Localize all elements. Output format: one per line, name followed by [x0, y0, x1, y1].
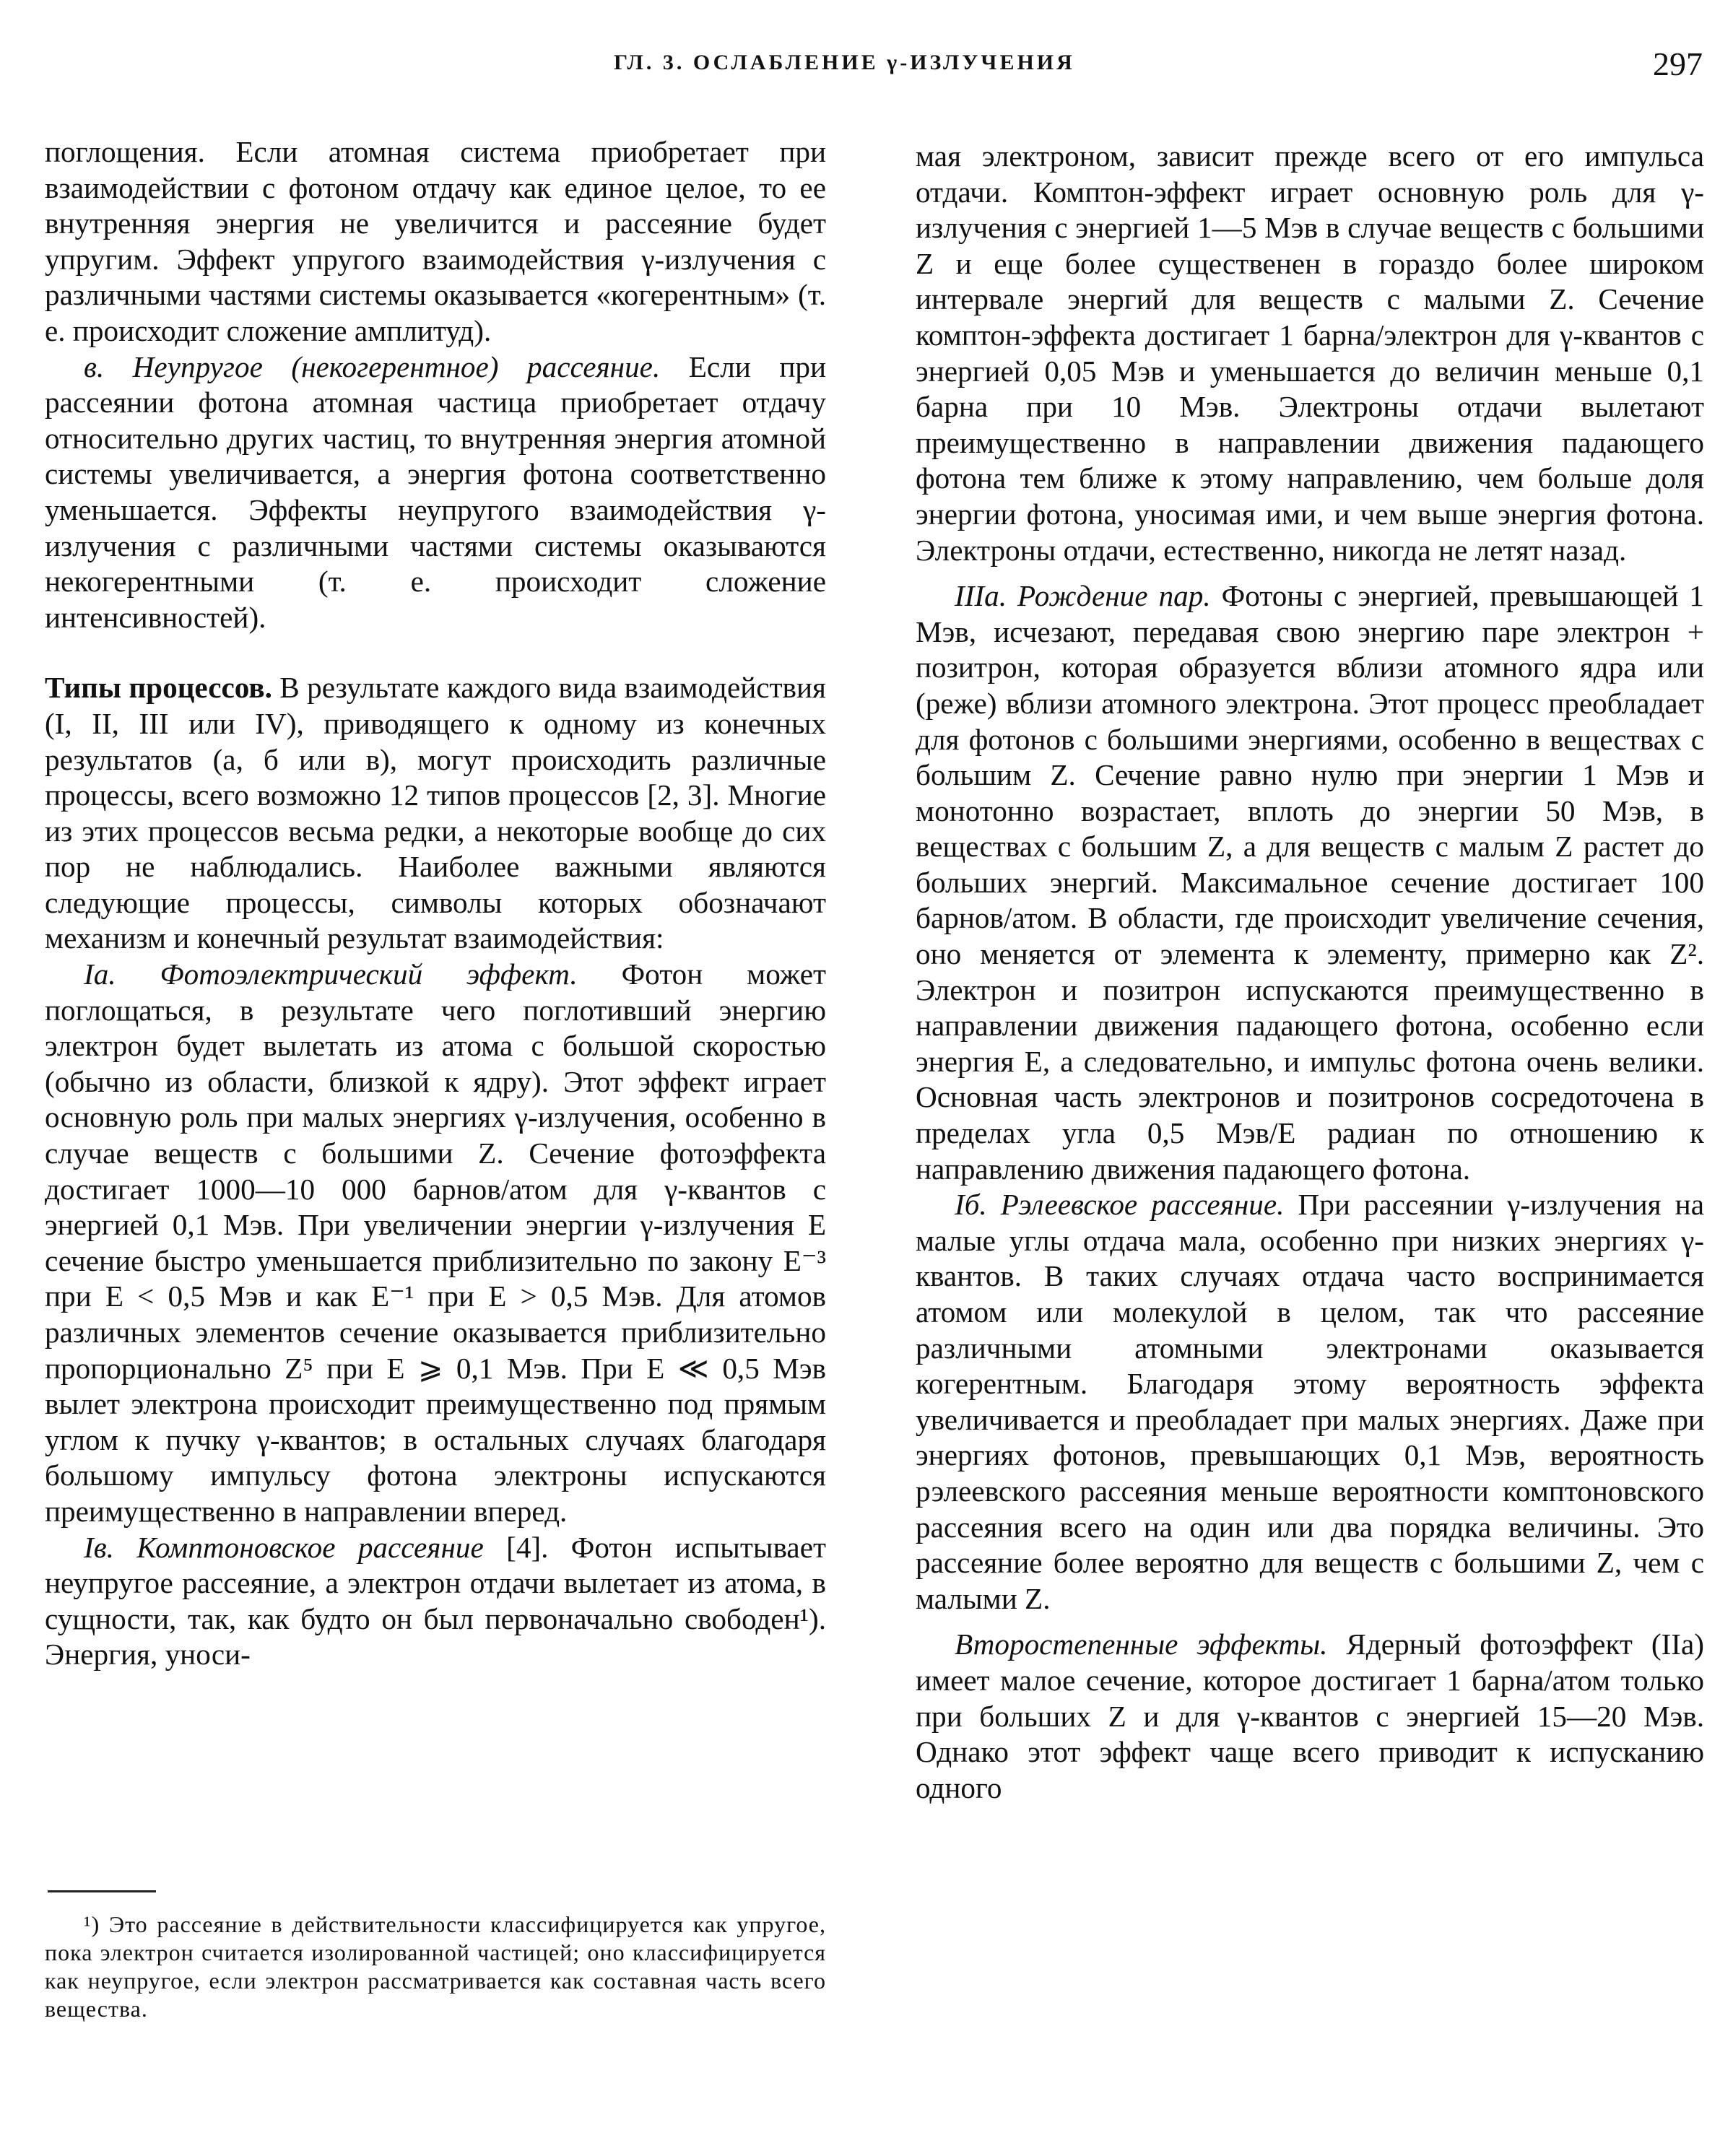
paragraph-secondary-effects — [916, 1627, 1704, 1806]
pair-production-body: Фотоны с энергией, превышающей 1 Мэв, исчезают, передавая свою энергию паре электрон + позитрон, которая образуется вблизи атомного ядра или (реже) вблизи атомного электрона. Этот процесс преобладает для фотонов с большими энергиями, особенно в веществах с большим Z. Сечение равно нулю при энергии 1 Мэв и монотонно возрастает, вплоть до энергии 50 Мэв, в веществах с большим Z, а для веществ с малым Z растет до больших энергий. Максимальное сечение достигает 100 барнов/атом. В области, где происходит увеличение сечения, оно меняется от элемента к элементу, примерно как Z². Электрон и позитрон испускаются преимущественно в направлении движения падающего фотона, особенно если энергия E, а следовательно, и импульс фотона очень велики. Основная часть электронов и позитронов сосредоточена в пределах угла 0,5 Мэв/E радиан по отношению к направлению движения падающего фотона. — [916, 579, 1704, 1186]
pair-production-heading: IIIа. Рождение пар. — [955, 579, 1211, 613]
running-head: ГЛ. 3. ОСЛАБЛЕНИЕ γ-ИЗЛУЧЕНИЯ — [614, 51, 1075, 74]
paragraph-pair-production — [916, 578, 1704, 1187]
paragraph-photoelectric — [45, 957, 826, 1530]
process-types-heading: Типы процессов. — [45, 671, 272, 705]
right-column — [916, 139, 1704, 1806]
inelastic-body: Если при рассеянии фотона атомная частица приобретает отдачу относительно других частиц, то внутренняя энергия атомной системы увеличивается, а энергия фотона соответственно уменьшается. Эффекты неупругого взаимодействия γ-излучения с различными частями системы оказываются некогерентными (т. е. происходит сложение интенсивностей). — [45, 349, 826, 634]
paragraph-inelastic-scattering — [45, 349, 826, 636]
page-header — [0, 45, 1733, 88]
process-types-body: В результате каждого вида взаимодействия (I, II, III или IV), приводящего к одному из конечных результатов (а, б или в), могут происходить различные процессы, всего возможно 12 типов процессов [2, 3]. Многие из этих процессов весьма редки, а некоторые вообще до сих пор не наблюдались. Наиболее важными являются следующие процессы, символы которых обозначают механизм и конечный результат взаимодействия: — [45, 671, 826, 955]
inelastic-heading: в. Неупругое (некогерентное) рассеяние. — [84, 349, 661, 383]
compton-heading: Iв. Комптоновское рассеяние — [84, 1530, 484, 1564]
footnote-divider — [48, 1890, 156, 1892]
photoelectric-heading: Iа. Фотоэлектрический эффект. — [84, 957, 578, 991]
rayleigh-body: При рассеянии γ-излучения на малые углы отдача мала, особенно при низких энергиях γ-квантов. В таких случаях отдача часто воспринимается атомом или молекулой в целом, так что рассеяние различными атомными электронами оказывается когерентным. Благодаря этому вероятность эффекта увеличивается и преобладает при малых энергиях. Даже при энергиях фотонов, превышающих 0,1 Мэв, вероятность рэлеевского рассеяния меньше вероятности комптоновского рассеяния всего на один или два порядка величины. Это рассеяние более вероятно для веществ с большими Z, чем с малыми Z. — [916, 1188, 1704, 1615]
paragraph-compton — [45, 1530, 826, 1673]
paragraph-process-types — [45, 670, 826, 957]
paragraph-compton-continuation: мая электроном, зависит прежде всего от его импульса отдачи. Комптон-эффект играет основную роль для γ-излучения с энергией 1—5 Мэв в случае веществ с большими Z и еще более существенен в гораздо более широком интервале энергий для веществ с малыми Z. Сечение комптон-эффекта достигает 1 барна/электрон для γ-квантов с энергией 0,05 Мэв и уменьшается до величин меньше 0,1 барна при 10 Мэв. Электроны отдачи вылетают преимущественно в направлении движения падающего фотона тем ближе к этому направлению, чем больше доля энергии фотона, уносимая ими, и чем выше энергия фотона. Электроны отдачи, естественно, никогда не летят назад. — [916, 139, 1704, 567]
page-number: 297 — [1653, 45, 1703, 82]
paragraph-elastic-continuation: поглощения. Если атомная система приобретает при взаимодействии с фотоном отдачу как единое целое, то ее внутренняя энергия не увеличится и рассеяние будет упругим. Эффект упругого взаимодействия γ-излучения с различными частями системы оказывается «когерентным» (т. е. происходит сложение амплитуд). — [45, 135, 826, 347]
left-column — [45, 134, 826, 1673]
rayleigh-heading: Iб. Рэлеевское рассеяние. — [955, 1188, 1285, 1222]
footnote: ¹) Это рассеяние в действительности классифицируется как упругое, пока электрон считается изолированной частицей; оно классифицируется как неупругое, если электрон рассматривается как составная часть всего вещества. — [45, 1911, 826, 2022]
paragraph-rayleigh — [916, 1187, 1704, 1617]
secondary-effects-heading: Второстепенные эффекты. — [955, 1627, 1328, 1661]
compton-body: [4]. Фотон испытывает неупругое рассеяние, а электрон отдачи вылетает из атома, в сущности, так, как будто он был первоначально свободен¹). Энергия, уноси- — [45, 1530, 826, 1672]
secondary-effects-body: Ядерный фотоэффект (IIа) имеет малое сечение, которое достигает 1 барна/атом только при больших Z и для γ-квантов с энергией 15—20 Мэв. Однако этот эффект чаще всего приводит к испусканию одного — [916, 1627, 1705, 1804]
photoelectric-body: Фотон может поглощаться, в результате чего поглотивший энергию электрон будет вылетать из атома с большой скоростью (обычно из области, близкой к ядру). Этот эффект играет основную роль при малых энергиях γ-излучения, особенно в случае веществ с большими Z. Сечение фотоэффекта достигает 1000—10 000 барнов/атом для γ-квантов с энергией 0,1 Мэв. При увеличении энергии γ-излучения E сечение быстро уменьшается приблизительно по закону E⁻³ при E < 0,5 Мэв и как E⁻¹ при E > 0,5 Мэв. Для атомов различных элементов сечение оказывается приблизительно пропорционально Z⁵ при E ⩾ 0,1 Мэв. При E ≪ 0,5 Мэв вылет электрона происходит преимущественно под прямым углом к пучку γ-квантов; в остальных случаях благодаря большому импульсу фотона электроны испускаются преимущественно в направлении вперед. — [45, 957, 826, 1528]
